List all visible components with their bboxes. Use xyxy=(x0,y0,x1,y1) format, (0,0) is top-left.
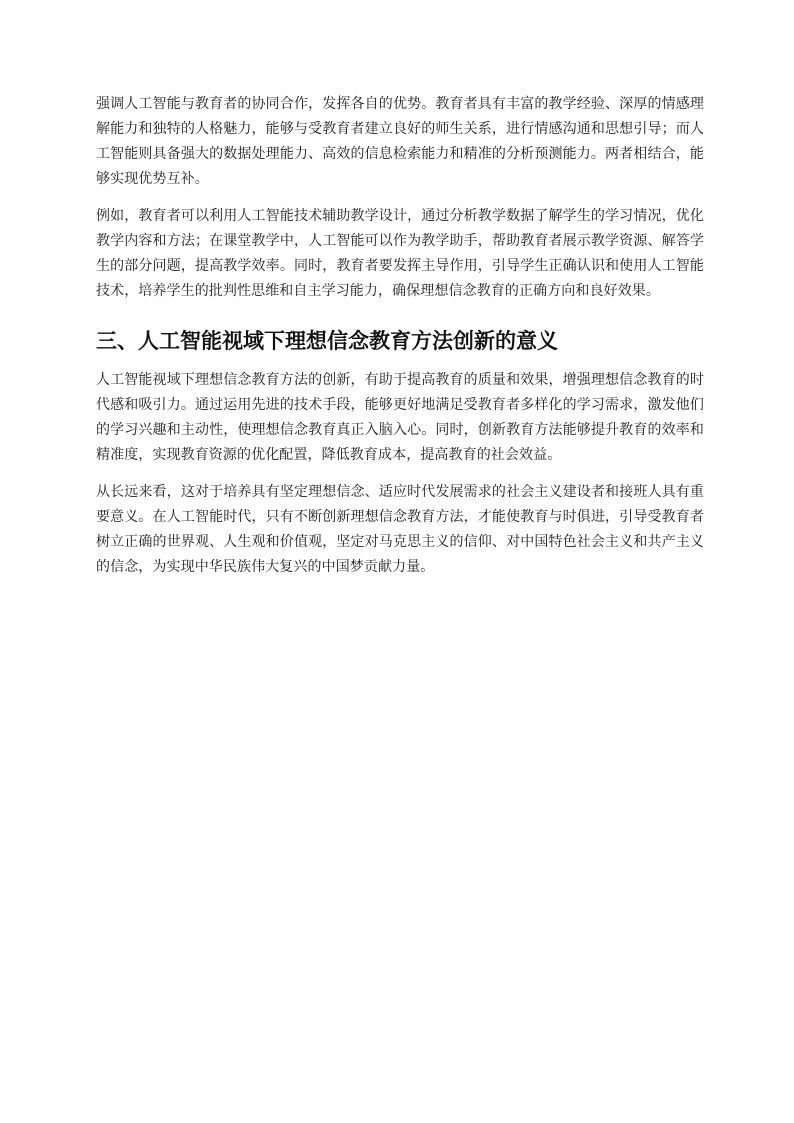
document-page xyxy=(96,92,704,592)
body-paragraph: 强调人工智能与教育者的协同合作，发挥各自的优势。教育者具有丰富的教学经验、深厚的情感理解能力和独特的人格魅力，能够与受教育者建立良好的师生关系，进行情感沟通和思想引导；而人工智能则具备强大的数据处理能力、高效的信息检索能力和精准的分析预测能力。两者相结合，能够实现优势互补。 xyxy=(96,96,704,187)
body-paragraph: 人工智能视域下理想信念教育方法的创新，有助于提高教育的质量和效果，增强理想信念教育的时代感和吸引力。通过运用先进的技术手段，能够更好地满足受教育者多样化的学习需求，激发他们的学习兴趣和主动性，使理想信念教育真正入脑入心。同时，创新教育方法能够提升教育的效率和精准度，实现教育资源的优化配置，降低教育成本，提高教育的社会效益。 xyxy=(96,372,704,463)
section-heading: 三、人工智能视域下理想信念教育方法创新的意义 xyxy=(96,329,558,353)
body-paragraph: 例如，教育者可以利用人工智能技术辅助教学设计，通过分析教学数据了解学生的学习情况，优化教学内容和方法；在课堂教学中，人工智能可以作为教学助手，帮助教育者展示教学资源、解答学生的部分问题，提高教学效率。同时，教育者要发挥主导作用，引导学生正确认识和使用人工智能技术，培养学生的批判性思维和自主学习能力，确保理想信念教育的正确方向和良好效果。 xyxy=(96,208,704,299)
body-paragraph: 从长远来看，这对于培养具有坚定理想信念、适应时代发展需求的社会主义建设者和接班人具有重要意义。在人工智能时代，只有不断创新理想信念教育方法，才能使教育与时俱进，引导受教育者树立正确的世界观、人生观和价值观，坚定对马克思主义的信仰、对中国特色社会主义和共产主义的信念，为实现中华民族伟大复兴的中国梦贡献力量。 xyxy=(96,484,704,575)
